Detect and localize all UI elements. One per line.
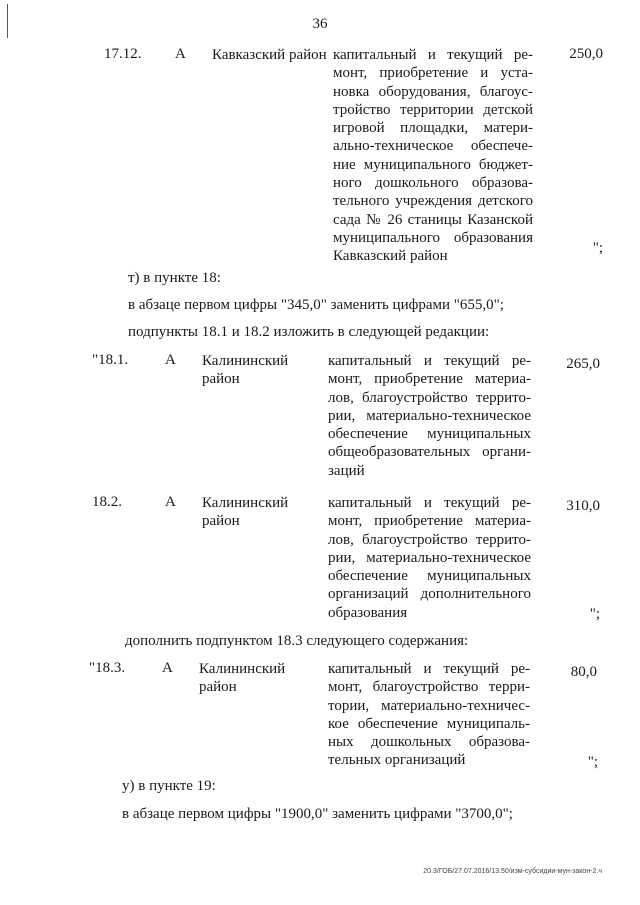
row-district (202, 494, 312, 530)
row-district (199, 660, 309, 696)
district-line: район (199, 679, 237, 695)
desc-line: обеспечение муниципальных (328, 426, 531, 443)
desc-line: игровой площадки, матери- (333, 120, 533, 137)
desc-line: сада № 26 станицы Казанской (333, 211, 533, 228)
row-number: "18.1. (92, 352, 129, 368)
desc-line: Кавказский район (333, 248, 448, 265)
desc-line: ного дошкольного образова- (333, 175, 533, 192)
footer-document-code: 20.3/ГОБ/27.07.2016/13.50/изм-субсидии-мун-закон-2.ч (423, 868, 602, 875)
desc-line: монт, приобретение и уста- (333, 65, 533, 82)
paragraph-u-1: в абзаце первом цифры "1900,0" заменить цифрами "3700,0"; (122, 806, 513, 822)
row-description (333, 46, 533, 266)
district-line: Кавказский район (212, 47, 327, 63)
desc-line: заций (328, 462, 365, 479)
desc-line: капитальный и текущий ре- (328, 495, 531, 511)
desc-line: общеобразовательных органи- (328, 444, 531, 461)
paragraph-add: дополнить подпунктом 18.3 следующего содержания: (125, 633, 469, 649)
row-letter: А (165, 352, 176, 368)
row-district (212, 46, 332, 64)
row-description (328, 352, 531, 480)
desc-line: ние муниципального бюджет- (333, 156, 533, 173)
desc-line: ально-техническое обеспече- (333, 138, 533, 155)
row-number: 18.2. (92, 494, 122, 510)
district-line: Калининский (199, 661, 286, 677)
desc-line: ных дошкольных образова- (328, 734, 530, 751)
row-number: "18.3. (89, 660, 126, 676)
desc-line: организаций дополнительного (328, 586, 531, 603)
row-amount: 80,0 (570, 664, 597, 680)
desc-line: рии, материально-техническое (328, 549, 531, 566)
closing-quote: "; (589, 606, 600, 622)
desc-line: капитальный и текущий ре- (328, 353, 531, 369)
paragraph-t-1: в абзаце первом цифры "345,0" заменить цифрами "655,0"; (128, 297, 504, 313)
desc-line: тельного учреждения детского (333, 193, 533, 210)
row-number: 17.12. (104, 46, 142, 62)
desc-line: обеспечение муниципальных (328, 568, 531, 585)
district-line: Калининский (202, 495, 289, 511)
desc-line: монт, приобретение материа- (328, 513, 531, 530)
row-description (328, 494, 531, 622)
desc-line: тройство территории детской (333, 101, 533, 118)
row-letter: А (165, 494, 176, 510)
desc-line: лов, благоустройство террито- (328, 389, 531, 406)
closing-quote: "; (592, 240, 603, 256)
desc-line: монт, приобретение материа- (328, 371, 531, 388)
desc-line: капитальный и текущий ре- (333, 47, 533, 63)
row-amount: 310,0 (566, 498, 600, 514)
desc-line: капитальный и текущий ре- (328, 661, 530, 677)
paragraph-u: у) в пункте 19: (122, 778, 216, 794)
row-letter: А (162, 660, 173, 676)
desc-line: лов, благоустройство террито- (328, 531, 531, 548)
row-amount: 265,0 (566, 356, 600, 372)
row-district (202, 352, 312, 388)
desc-line: кое обеспечение муниципаль- (328, 715, 530, 732)
district-line: Калининский (202, 353, 289, 369)
row-letter: А (175, 46, 186, 62)
desc-line: тории, материально-техничес- (328, 697, 530, 714)
district-line: район (202, 371, 240, 387)
desc-line: образования (328, 604, 408, 621)
desc-line: монт, благоустройство терри- (328, 679, 530, 696)
district-line: район (202, 513, 240, 529)
closing-quote: "; (587, 754, 598, 770)
row-description (328, 660, 530, 770)
desc-line: новка оборудования, благоус- (333, 83, 533, 100)
paragraph-t: т) в пункте 18: (128, 270, 221, 286)
page-number: 36 (312, 16, 328, 32)
desc-line: тельных организаций (328, 752, 466, 769)
desc-line: муниципального образования (333, 229, 533, 246)
row-amount: 250,0 (569, 46, 603, 62)
paragraph-t-2: подпункты 18.1 и 18.2 изложить в следующей редакции: (128, 324, 490, 340)
desc-line: рии, материально-техническое (328, 407, 531, 424)
